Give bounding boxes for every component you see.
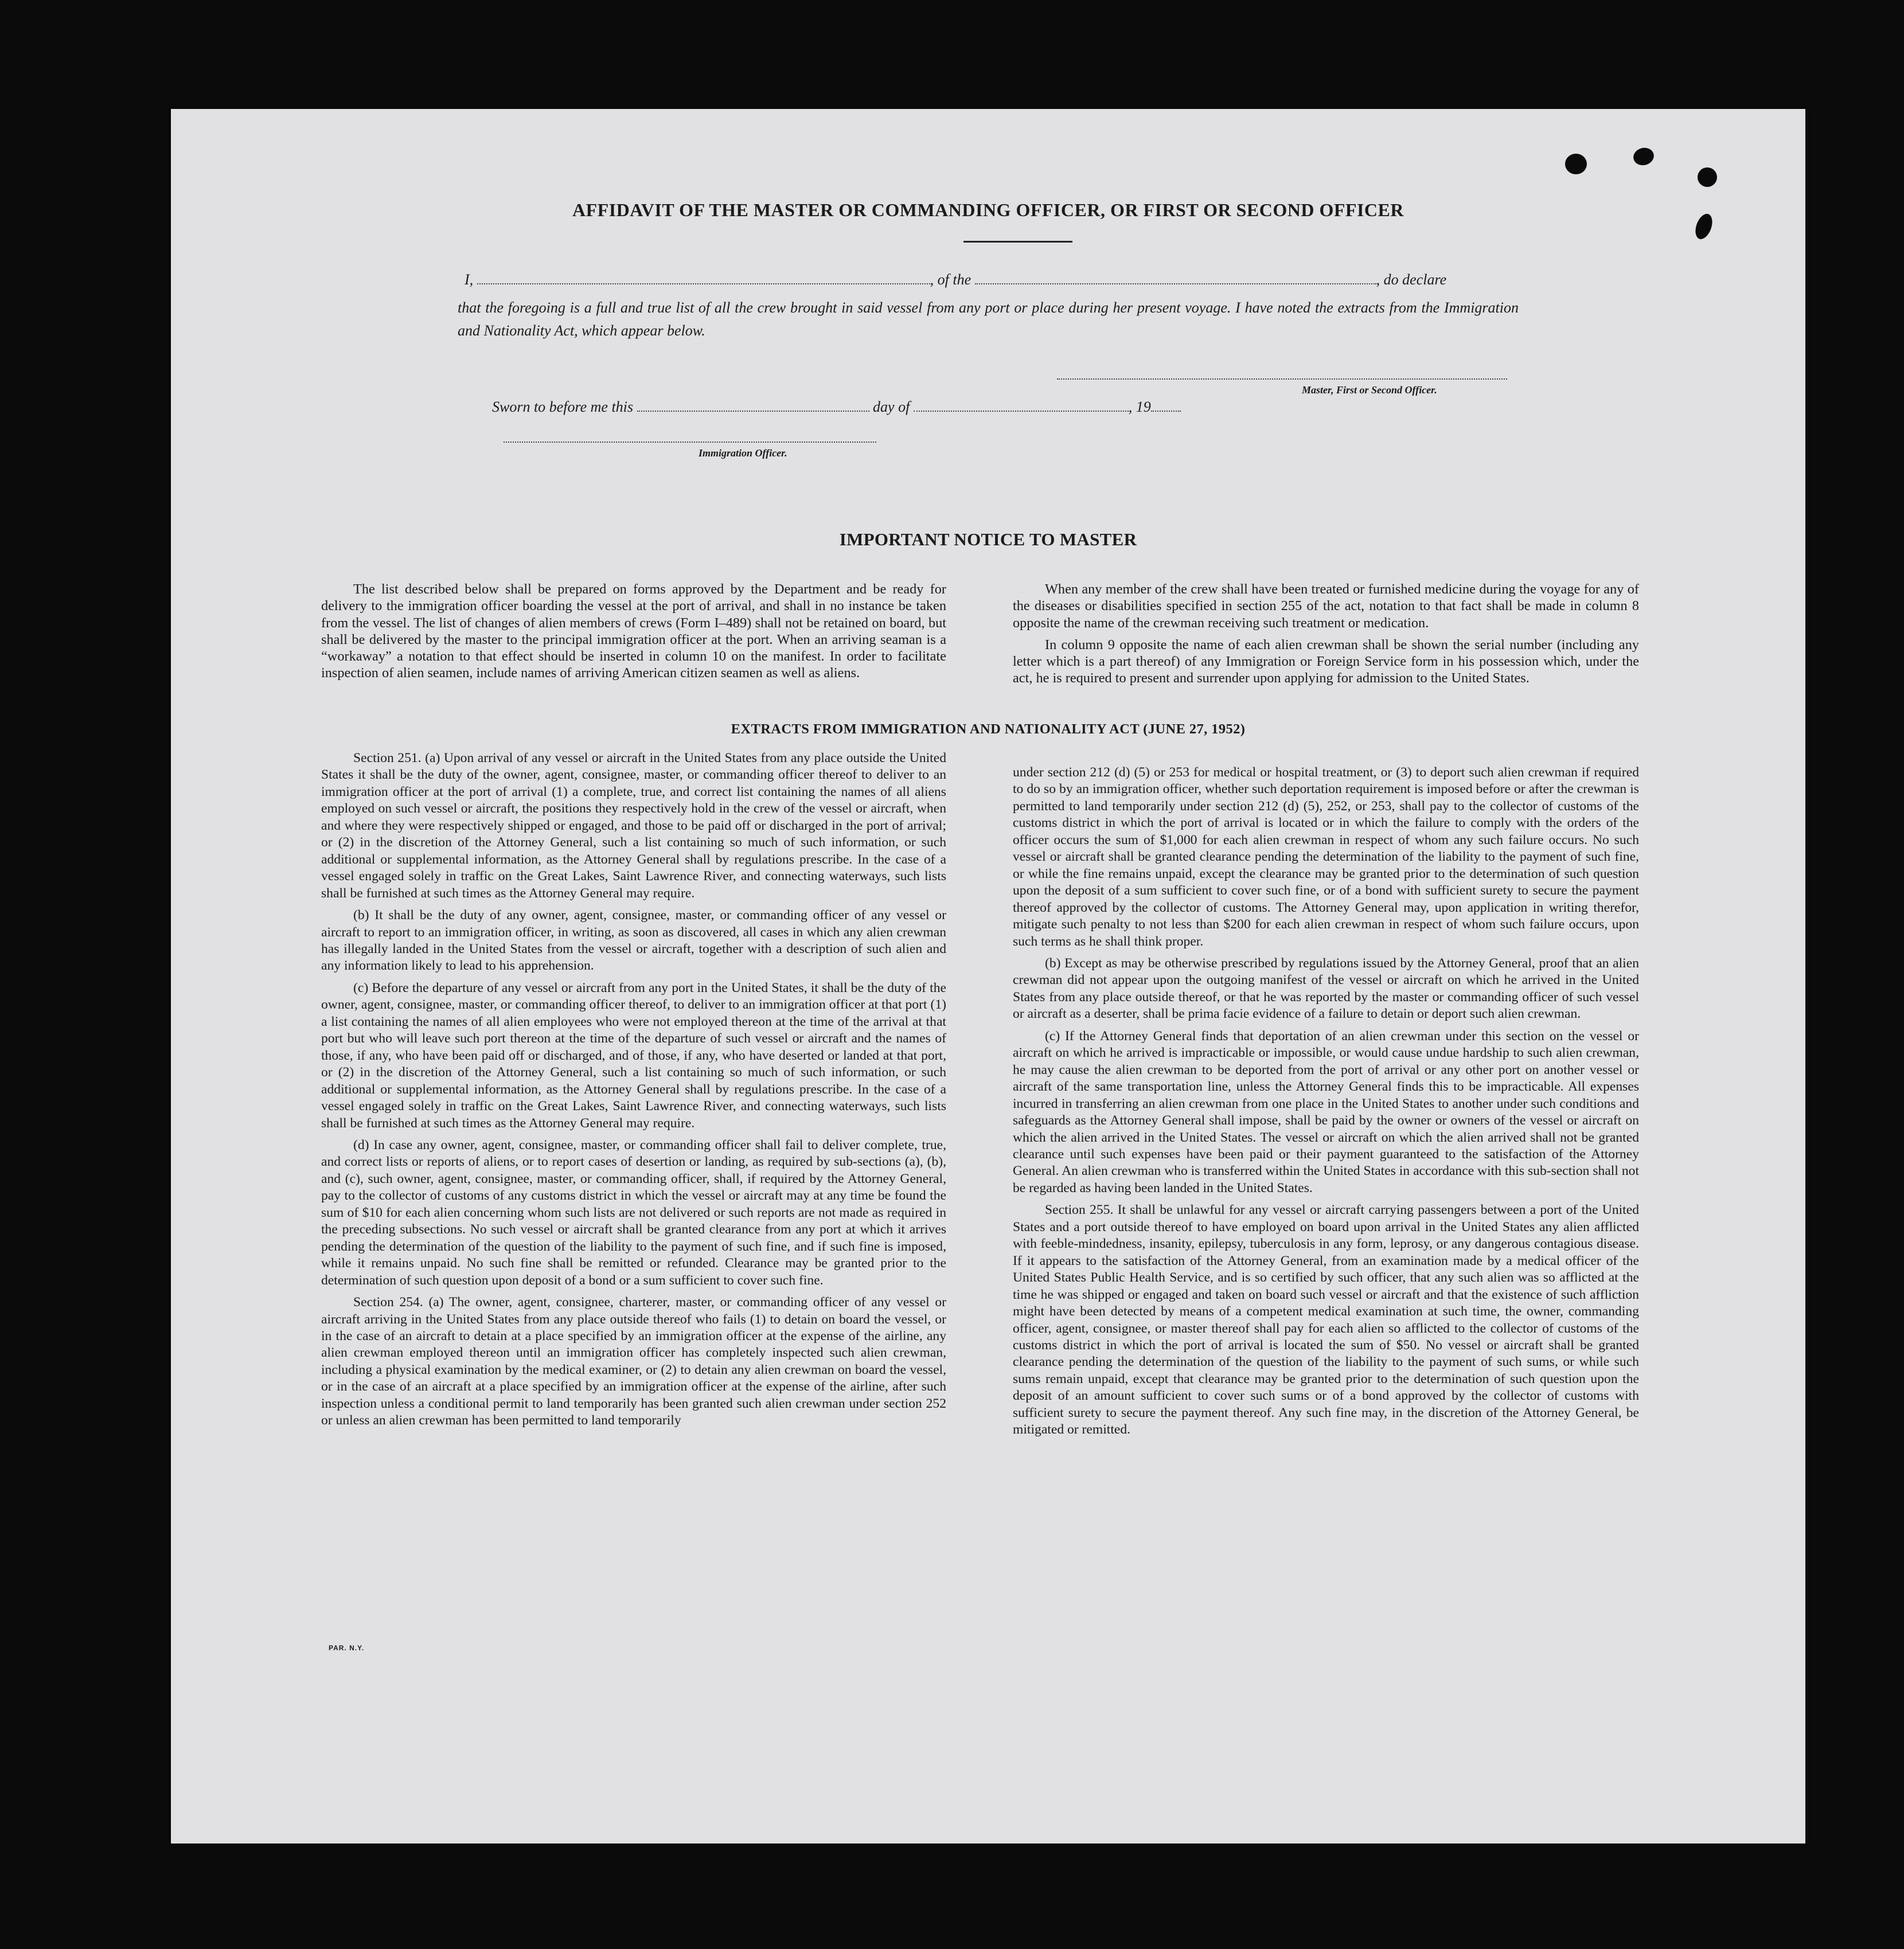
do-declare-label: , do declare: [1376, 271, 1447, 288]
extract-paragraph: (c) Before the departure of any vessel or aircraft from any port in the United States, it shall be the duty of the owner, agent, consignee, master, or commanding officer thereof, to deliver to an immigration officer at that port (1) a list containing the names of all alien employees who were not employed thereon at the time of the arrival at that port but who will leave such port thereon at the time of the departure of such vessel or aircraft and the names of those, if any, who have been paid off or discharged, and of those, if any, who have deserted or landed at that port, or (2) in the discretion of the Attorney General, such a list containing so much of such information, or such additional or supplemental information, as the Attorney General shall by regulations prescribe. In the case of a vessel engaged solely in traffic on the Great Lakes, Saint Lawrence River, and connecting waterways, such lists shall be furnished at such times as the Attorney General may require.: [321, 980, 946, 1131]
extract-paragraph: Section 254. (a) The owner, agent, consignee, charterer, master, or commanding officer of any vessel or aircraft arriving in the United States from any place outside thereof who fails (1) to detain on board the vessel, or in the case of an aircraft to detain at a place specified by an immigration officer at the expense of the airline, any alien crewman employed thereon until an immigration officer has completely inspected such alien crewman, including a physical examination by the medical examiner, or (2) to detain any alien crewman on board the vessel, or in the case of an aircraft at a place specified by an immigration officer at the expense of the airline, after such inspection unless a conditional permit to land temporarily has been granted such alien crewman under section 252 or unless an alien crewman has been permitted to land temporarily: [321, 1295, 946, 1428]
extract-paragraph: under section 212 (d) (5) or 253 for medical or hospital treatment, or (3) to deport such alien crewman if required to do so by an immigration officer, whether such deportation requirement is imposed before or after the crewman is permitted to land temporarily under section 212 (d) (5), 252, or 253, shall pay to the collector of customs of the customs district in which the port of arrival is located or in which the failure to comply with the orders of the officer occurs the sum of $1,000 for each alien crewman in respect of whom any such failure occurs. No such vessel or aircraft shall be granted clearance pending the determination of the liability to the payment of such fine, or while the fine remains unpaid, except the clearance may be granted prior to the determination of such question upon the deposit of a sum sufficient to cover such fine, or of a bond with sufficient surety to secure the payment thereof approved by the collector of customs. The Attorney General may, upon application in writing therefor, mitigate such penalty to not less than $200 for each alien crewman in respect of whom such failure occurs, upon such terms as he shall think proper.: [1013, 765, 1639, 949]
extract-paragraph: Section 255. It shall be unlawful for any vessel or aircraft carrying passengers between a port of the United States and a port outside thereof to have employed on board upon arrival in the United States any alien afflicted with feeble-mindedness, insanity, epilepsy, tuberculosis in any form, leprosy, or any dangerous contagious disease. If it appears to the satisfaction of the Attorney General, from an examination made by a medical officer of the United States Public Health Service, and is so certified by such officer, that any such alien was so afflicted at the time he was shipped or engaged and taken on board such vessel or aircraft and that the existence of such affliction might have been detected by means of a competent medical examination at such time, the owner, commanding officer, agent, consignee, or master thereof shall pay for each alien so afflicted to the collector of customs of the customs district in which the port of arrival is located the sum of $50. No vessel or aircraft shall be granted clearance pending the determination of the question of the liability to the payment of such sums, or while such sums remain unpaid, except that clearance may be granted prior to the determination of such question upon the deposit of an amount sufficient to cover such sums or of a bond approved by the collector of customs with sufficient surety to secure the payment thereof. Any such fine may, in the discretion of the Attorney General, be mitigated or remitted.: [1013, 1202, 1639, 1438]
notice-paragraph: In column 9 opposite the name of each alien crewman shall be shown the serial number (including any letter which is a part thereof) of any Immigration or Foreign Service form in his possession which, under the act, he is required to present and surrender upon applying for admission to the United States.: [1013, 636, 1639, 686]
notice-right-column: [1013, 581, 1639, 687]
punch-hole-3: [1698, 167, 1717, 187]
extracts-right-column: [1013, 764, 1639, 1444]
notice-paragraph: When any member of the crew shall have been treated or furnished medicine during the voyage for any of the diseases or disabilities specified in section 255 of the act, notation to that fact shall be made in column 8 opposite the name of the crewman receiving such treatment or medication.: [1013, 581, 1639, 631]
immigration-officer-signature-line[interactable]: [504, 442, 876, 443]
extract-paragraph: Section 251. (a) Upon arrival of any vessel or aircraft in the United States from any place outside the United States it shall be the duty of the owner, agent, consignee, master, or commanding officer thereof to deliver to an immigration officer at the port of arrival (1) a complete, true, and correct list containing the names of all aliens employed on such vessel or aircraft, the positions they respectively hold in the crew of the vessel or aircraft, when and where they were respectively shipped or engaged, and those to be paid off or discharged in the port of arrival; or (2) in the discretion of the Attorney General, such a list containing so much of such information, or such additional or supplemental information, as the Attorney General shall by regulations prescribe. In the case of a vessel engaged solely in traffic on the Great Lakes, Saint Lawrence River, and connecting waterways, such lists shall be furnished at such times as the Attorney General may require.: [321, 751, 946, 901]
of-the-label: , of the: [930, 271, 971, 288]
master-signature-caption: Master, First or Second Officer.: [1302, 384, 1437, 396]
extract-paragraph: (c) If the Attorney General finds that deportation of an alien crewman under this section on the vessel or aircraft on which he arrived is impracticable or impossible, or would cause undue hardship to such alien crewman, he may cause the alien crewman to be deported from the port of arrival or any other port on another vessel or aircraft of the same transportation line, unless the Attorney General finds this to be impracticable. All expenses incurred in transferring an alien crewman from one place in the United States to another under such conditions and safeguards as the Attorney General shall impose, shall be paid by the owner or owners of the vessel or aircraft on which the alien arrived in the United States. The vessel or aircraft on which the alien arrived shall not be granted clearance until such expenses have been paid or their payment guaranteed to the satisfaction of the Attorney General. An alien crewman who is transferred within the United States in accordance with this sub-section shall not be regarded as having been landed in the United States.: [1013, 1028, 1639, 1196]
printer-mark: PAR. N.Y.: [329, 1644, 365, 1652]
declarant-line: [465, 271, 1519, 288]
master-signature-line[interactable]: [1057, 378, 1507, 380]
extracts-title: EXTRACTS FROM IMMIGRATION AND NATIONALITY ACT (JUNE 27, 1952): [731, 721, 1246, 737]
punch-hole-2: [1632, 146, 1656, 167]
extract-paragraph: (b) It shall be the duty of any owner, agent, consignee, master, or commanding officer of any vessel or aircraft to report to an immigration officer, in writing, as soon as discovered, all cases in which any alien crewman has illegally landed in the United States from the vessel or aircraft, together with a description of such alien and any information likely to lead to his apprehension.: [321, 908, 946, 974]
sworn-year-field[interactable]: [1151, 399, 1181, 412]
extracts-left-column: [321, 750, 946, 1435]
sworn-line: [492, 399, 1181, 416]
affidavit-title: AFFIDAVIT OF THE MASTER OR COMMANDING OFFICER, OR FIRST OR SECOND OFFICER: [572, 200, 1404, 220]
declaration-text: that the foregoing is a full and true list of all the crew brought in said vessel from any port or place during her present voyage. I have noted the extracts from the Immigration and Nationality Act, which appear below.: [458, 299, 1519, 339]
document-page: [171, 109, 1805, 1843]
day-of-label: day of: [873, 399, 910, 415]
vessel-name-field[interactable]: [975, 272, 1376, 284]
immigration-officer-caption: Immigration Officer.: [699, 447, 787, 459]
notice-paragraph: The list described below shall be prepared on forms approved by the Department and be ready for delivery to the immigration officer boarding the vessel at the port of arrival, and shall in no instance be taken from the vessel. The list of changes of alien members of crews (Form I–489) shall not be retained on board, but shall be delivered by the master to the principal immigration officer at the port. When an arriving seaman is a “workaway” a notation to that effect should be inserted in column 10 on the manifest. In order to facilitate inspection of alien seamen, include names of arriving American citizen seamen as well as aliens.: [321, 581, 946, 681]
extract-paragraph: (d) In case any owner, agent, consignee, master, or commanding officer shall fail to deliver complete, true, and correct lists or reports of aliens, or to report cases of desertion or landing, as required by sub-sections (a), (b), and (c), such owner, agent, consignee, master, or commanding officer, shall, if required by the Attorney General, pay to the collector of customs of any customs district in which the vessel or aircraft may at any time be found the sum of $10 for each alien concerning whom such lists are not delivered or such reports are not made as required in the preceding subsections. No such vessel or aircraft shall be granted clearance from any port at which it arrives pending the determination of the question of the liability to the payment of such fine, and if such fine is imposed, while it remains unpaid. No such fine shall be remitted or refunded. Clearance may be granted prior to the determination of such question upon deposit of a bond or a sum sufficient to cover such fine.: [321, 1137, 946, 1288]
extract-paragraph: (b) Except as may be otherwise prescribed by regulations issued by the Attorney General, proof that an alien crewman did not appear upon the outgoing manifest of the vessel or aircraft on which he arrived in the United States from any place outside thereof, or that he was reported by the master or commanding officer of such vessel or aircraft as a deserter, shall be prima facie evidence of a failure to detain or deport such alien crewman.: [1013, 955, 1639, 1022]
i-prefix: I,: [465, 271, 474, 288]
sworn-month-field[interactable]: [914, 399, 1129, 412]
sworn-prefix: Sworn to before me this: [492, 399, 634, 415]
notice-left-column: [321, 581, 946, 682]
declarant-name-field[interactable]: [477, 272, 930, 284]
punch-hole-1: [1565, 154, 1587, 174]
title-divider: [963, 241, 1072, 243]
sworn-day-field[interactable]: [637, 399, 869, 412]
notice-title: IMPORTANT NOTICE TO MASTER: [839, 529, 1137, 549]
year-prefix: , 19: [1128, 399, 1151, 415]
